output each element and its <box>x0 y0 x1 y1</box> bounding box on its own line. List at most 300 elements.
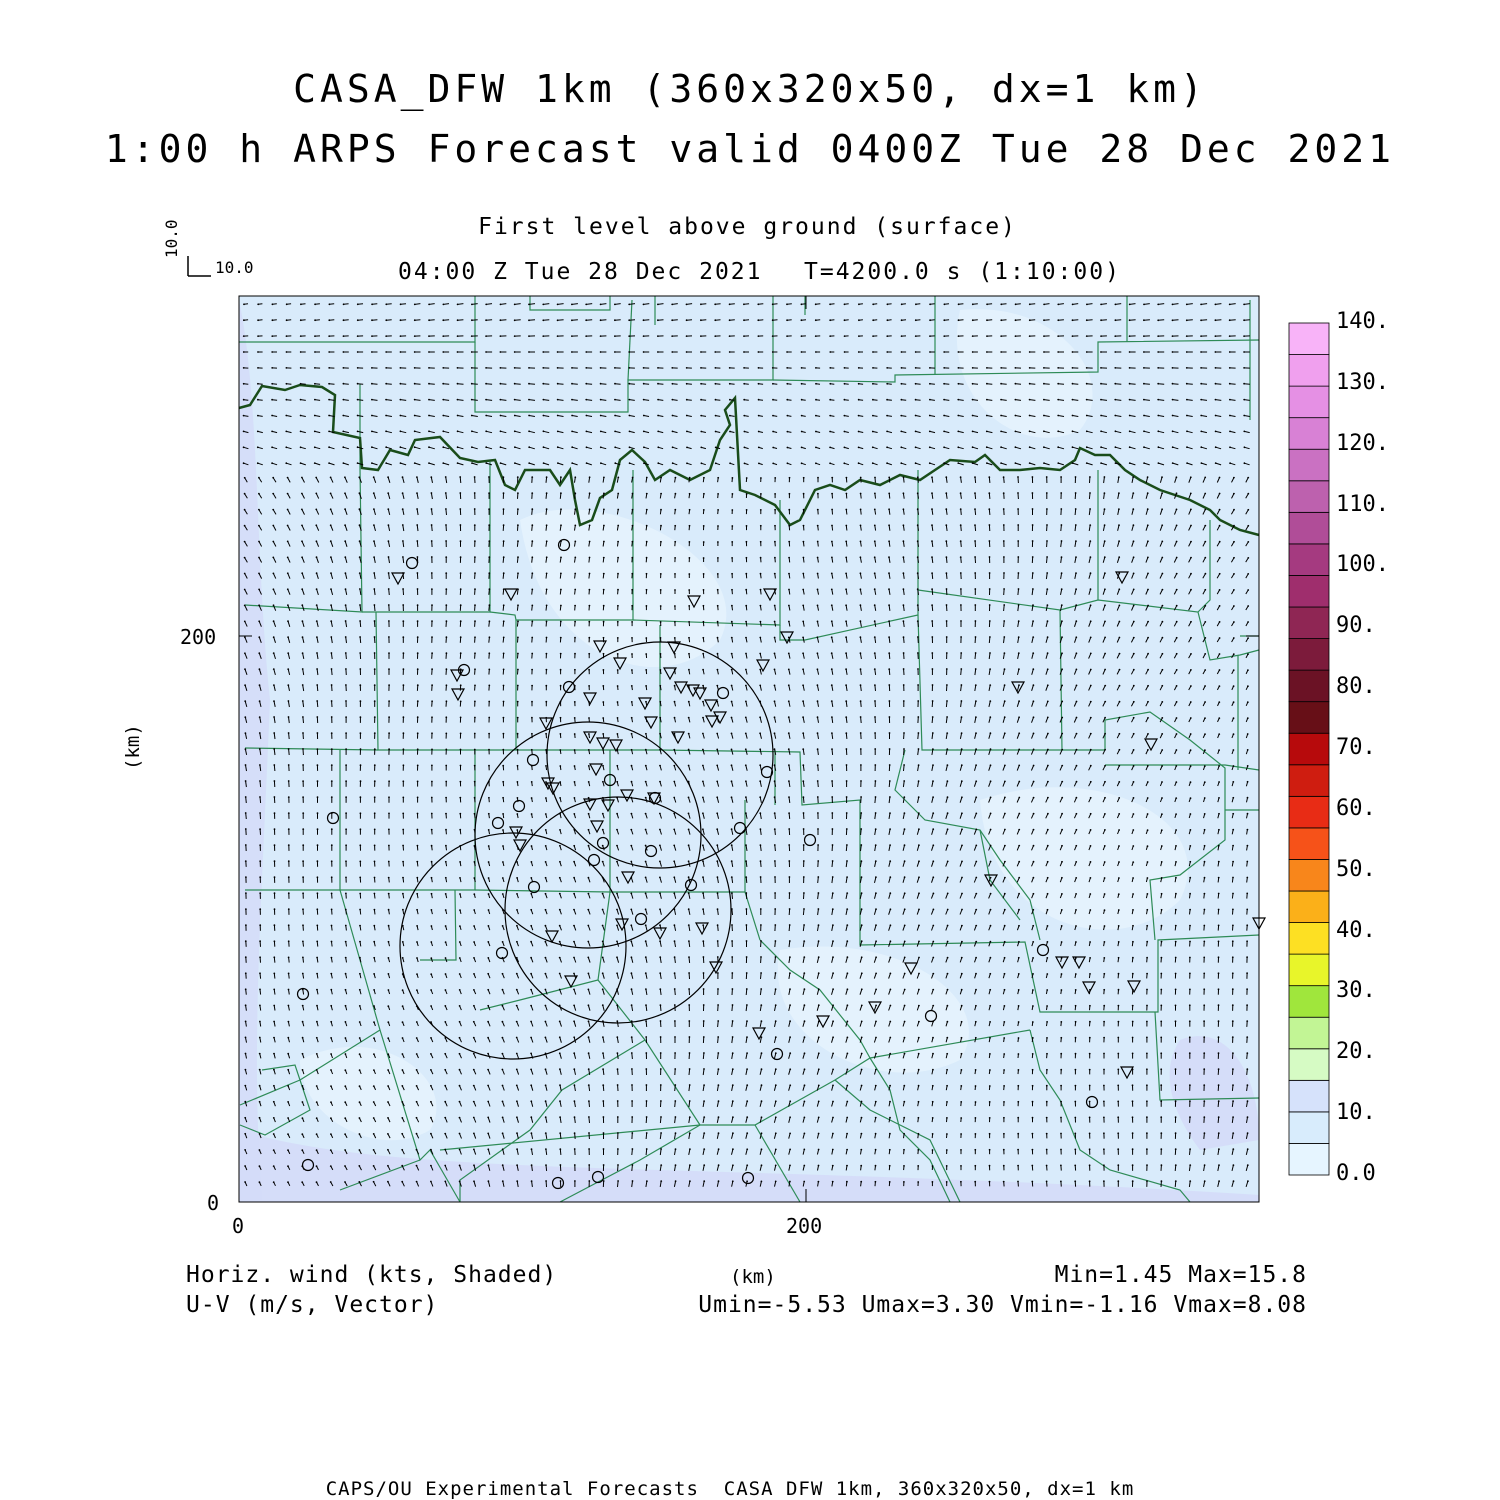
wind-vector-head <box>1176 669 1178 671</box>
wind-vector-head <box>803 525 805 527</box>
wind-vector-head <box>417 781 419 783</box>
wind-vector-head <box>546 540 548 542</box>
wind-vector-head <box>875 828 877 830</box>
wind-vector-head <box>889 732 891 734</box>
wind-vector-head <box>872 415 874 417</box>
wind-vector-head <box>1075 476 1077 478</box>
wind-vector-head <box>1114 383 1116 385</box>
wind-vector-head <box>614 319 616 321</box>
wind-vector-head <box>802 637 804 639</box>
wind-vector-head <box>889 796 891 798</box>
wind-vector-head <box>1147 589 1149 591</box>
wind-vector-head <box>445 749 447 751</box>
wind-vector-head <box>1072 351 1074 353</box>
wind-vector-head <box>374 780 376 782</box>
wind-vector-head <box>686 304 688 306</box>
wind-vector-head <box>731 764 733 766</box>
wind-vector-head <box>802 589 804 591</box>
wind-vector-head <box>1133 749 1135 751</box>
wind-vector-head <box>1075 492 1077 494</box>
wind-vector-head <box>488 652 490 654</box>
wind-vector <box>975 653 976 659</box>
wind-vector-head <box>314 415 316 417</box>
wind-vector-head <box>1133 524 1135 526</box>
wind-vector-head <box>802 573 804 575</box>
wind-vector-head <box>1018 813 1020 815</box>
wind-vector-head <box>1061 556 1063 558</box>
wind-vector-head <box>958 351 960 353</box>
wind-vector-head <box>258 652 260 654</box>
wind-vector-head <box>428 335 430 337</box>
wind-vector-head <box>528 446 530 448</box>
wind-vector-head <box>1143 319 1145 321</box>
wind-vector-head <box>815 447 817 449</box>
wind-vector-head <box>502 749 504 751</box>
wind-vector-head <box>1000 367 1002 369</box>
wind-vector-head <box>1247 621 1249 623</box>
wind-vector-head <box>672 415 674 417</box>
wind-vector-head <box>545 829 547 831</box>
wind-vector-head <box>831 525 833 527</box>
wind-vector-head <box>1104 813 1106 815</box>
wind-vector-head <box>273 573 275 575</box>
wind-vector-head <box>874 588 876 590</box>
wind-vector-head <box>1147 733 1149 735</box>
wind-vector-head <box>1090 781 1092 783</box>
wind-vector-head <box>717 605 719 607</box>
ref-vector-label-x: 10.0 <box>215 258 254 277</box>
wind-vector-head <box>1200 319 1202 321</box>
wind-vector-head <box>788 653 790 655</box>
wind-vector-head <box>1247 541 1249 543</box>
wind-vector-head <box>474 668 476 670</box>
wind-vector-head <box>617 525 619 527</box>
wind-vector-head <box>417 572 419 574</box>
wind-vector-head <box>414 304 416 306</box>
wind-vector-head <box>888 540 890 542</box>
wind-vector-head <box>517 701 519 703</box>
wind-vector-head <box>888 636 890 638</box>
wind-vector-head <box>359 636 361 638</box>
wind-vector-head <box>602 733 604 735</box>
wind-vector-head <box>1204 813 1206 815</box>
wind-vector-head <box>1233 541 1235 543</box>
wind-vector-head <box>646 477 648 479</box>
wind-vector-head <box>645 733 647 735</box>
wind-vector-head <box>1017 540 1019 542</box>
wind-vector-head <box>1162 653 1164 655</box>
wind-vector-head <box>1104 781 1106 783</box>
wind-vector-head <box>287 636 289 638</box>
wind-vector-head <box>1104 588 1106 590</box>
wind-vector-head <box>645 829 647 831</box>
wind-vector-head <box>1229 304 1231 306</box>
wind-vector-head <box>929 335 931 337</box>
wind-vector-head <box>929 415 931 417</box>
wind-vector-head <box>631 557 633 559</box>
wind-vector-head <box>960 476 962 478</box>
wind-vector-head <box>357 431 359 433</box>
wind-vector-head <box>803 557 805 559</box>
wind-vector-head <box>244 557 246 559</box>
wind-vector-head <box>915 303 917 305</box>
wind-vector-head <box>471 446 473 448</box>
wind-vector-head <box>917 476 919 478</box>
wind-vector-head <box>1147 813 1149 815</box>
wind-vector-head <box>629 462 631 464</box>
wind-vector-head <box>1247 509 1249 511</box>
wind-vector-head <box>271 446 273 448</box>
wind-vector-head <box>1061 717 1063 719</box>
wind-vector-head <box>374 636 376 638</box>
wind-vector-head <box>531 749 533 751</box>
wind-vector-head <box>1072 462 1074 464</box>
wind-vector-head <box>457 304 459 306</box>
wind-vector-head <box>1115 319 1117 321</box>
wind-vector-head <box>774 748 776 750</box>
wind-vector-head <box>1129 367 1131 369</box>
wind-vector-head <box>443 304 445 306</box>
wind-vector-head <box>489 636 491 638</box>
wind-vector-head <box>445 829 447 831</box>
wind-vector-head <box>503 669 505 671</box>
wind-vector-head <box>474 620 476 622</box>
wind-vector-head <box>1161 541 1163 543</box>
wind-vector <box>515 320 521 321</box>
wind-vector-head <box>288 732 290 734</box>
wind-vector-head <box>1218 733 1220 735</box>
wind-vector-head <box>245 796 247 798</box>
wind-vector-head <box>1176 717 1178 719</box>
wind-vector <box>446 509 447 515</box>
wind-vector-head <box>1000 383 1002 385</box>
wind-vector-head <box>360 780 362 782</box>
wind-vector-head <box>1243 319 1245 321</box>
wind-vector-head <box>903 780 905 782</box>
wind-vector-head <box>1003 524 1005 526</box>
wind-vector-head <box>414 367 416 369</box>
wind-vector-head <box>1043 304 1045 306</box>
wind-vector-head <box>600 335 602 337</box>
wind-vector-head <box>1072 367 1074 369</box>
wind-vector <box>246 813 247 819</box>
wind-vector-head <box>445 508 447 510</box>
wind-vector-head <box>417 556 419 558</box>
wind-vector-head <box>428 415 430 417</box>
wind-vector <box>458 384 464 385</box>
wind-vector-head <box>888 477 890 479</box>
wind-vector-head <box>316 620 318 622</box>
wind-vector-head <box>258 557 260 559</box>
wind-vector-head <box>817 716 819 718</box>
wind-vector-head <box>287 493 289 495</box>
wind-vector-head <box>1176 749 1178 751</box>
wind-vector-head <box>860 764 862 766</box>
wind-vector-head <box>702 717 704 719</box>
wind-vector-head <box>643 383 645 385</box>
wind-vector-head <box>1090 845 1092 847</box>
wind-vector-head <box>274 860 276 862</box>
wind-vector-head <box>315 493 317 495</box>
wind-vector-head <box>674 525 676 527</box>
wind-vector-head <box>445 716 447 718</box>
wind-vector-head <box>689 557 691 559</box>
wind-vector-head <box>328 351 330 353</box>
wind-vector-head <box>829 303 831 305</box>
wind-vector-head <box>1047 717 1049 719</box>
wind-vector-head <box>845 525 847 527</box>
wind-vector-head <box>243 431 245 433</box>
wind-vector-head <box>373 572 375 574</box>
wind-vector-head <box>500 415 502 417</box>
wind-vector-head <box>1061 765 1063 767</box>
wind-vector-head <box>600 383 602 385</box>
wind-vector-head <box>1004 813 1006 815</box>
wind-vector-head <box>1247 557 1249 559</box>
wind-vector-head <box>846 748 848 750</box>
wind-vector-head <box>844 367 846 369</box>
wind-vector-head <box>617 733 619 735</box>
wind-vector <box>460 477 461 483</box>
wind-vector-head <box>817 525 819 527</box>
wind-vector-head <box>301 604 303 606</box>
wind-vector-head <box>986 399 988 401</box>
wind-vector-head <box>446 620 448 622</box>
wind-vector-head <box>428 383 430 385</box>
wind-vector-head <box>802 716 804 718</box>
wind-vector-head <box>271 335 273 337</box>
wind-vector-head <box>345 732 347 734</box>
wind-vector-head <box>1104 653 1106 655</box>
wind-vector-head <box>388 652 390 654</box>
wind-vector-head <box>1215 304 1217 306</box>
wind-vector-head <box>500 304 502 306</box>
wind-vector-head <box>631 701 633 703</box>
wind-vector-head <box>345 844 347 846</box>
wind-vector-head <box>1076 701 1078 703</box>
wind-vector-head <box>772 319 774 321</box>
wind-vector <box>1158 320 1164 321</box>
wind-vector-head <box>400 399 402 401</box>
wind-vector-head <box>960 636 962 638</box>
wind-vector-head <box>245 828 247 830</box>
wind-vector-head <box>943 399 945 401</box>
wind-vector-head <box>500 367 502 369</box>
wind-vector-head <box>589 492 591 494</box>
wind-vector-head <box>272 303 274 305</box>
wind-vector-head <box>344 476 346 478</box>
wind-vector-head <box>1032 572 1034 574</box>
wind-vector-head <box>585 335 587 337</box>
wind-vector-head <box>975 684 977 686</box>
wind-vector-head <box>657 319 659 321</box>
wind-vector-head <box>273 620 275 622</box>
wind-vector-head <box>1072 415 1074 417</box>
wind-vector-head <box>543 462 545 464</box>
wind-vector-head <box>657 383 659 385</box>
wind-vector-head <box>1147 669 1149 671</box>
wind-vector-head <box>660 589 662 591</box>
wind-vector-head <box>1161 685 1163 687</box>
wind-vector-head <box>931 636 933 638</box>
wind-vector-head <box>1133 653 1135 655</box>
wind-vector-head <box>328 415 330 417</box>
wind-vector <box>1158 384 1164 385</box>
wind-vector-head <box>659 829 661 831</box>
wind-vector-head <box>1219 493 1221 495</box>
wind-vector-head <box>1118 765 1120 767</box>
wind-vector-head <box>943 367 945 369</box>
wind-vector-head <box>1000 303 1002 305</box>
wind-vector-head <box>1233 525 1235 527</box>
wind-vector-head <box>614 367 616 369</box>
wind-vector-head <box>301 525 303 527</box>
wind-vector <box>360 637 361 643</box>
wind-vector-head <box>428 304 430 306</box>
wind-vector-head <box>657 462 659 464</box>
wind-vector-head <box>257 462 259 464</box>
wind-vector-head <box>1219 525 1221 527</box>
wind-vector-head <box>402 492 404 494</box>
wind-vector-head <box>701 462 703 464</box>
wind-vector-head <box>729 303 731 305</box>
wind-vector-head <box>388 780 390 782</box>
wind-vector-head <box>760 525 762 527</box>
wind-vector-head <box>889 748 891 750</box>
wind-vector-head <box>703 621 705 623</box>
wind-vector-head <box>457 415 459 417</box>
wind-vector-head <box>1119 605 1121 607</box>
wind-vector-head <box>831 636 833 638</box>
wind-vector-head <box>614 335 616 337</box>
wind-vector-head <box>1204 829 1206 831</box>
wind-vector-head <box>1090 669 1092 671</box>
wind-vector-head <box>315 509 317 511</box>
wind-vector-head <box>986 335 988 337</box>
wind-vector-head <box>1029 415 1031 417</box>
wind-vector-head <box>445 524 447 526</box>
wind-vector-head <box>1072 319 1074 321</box>
wind-vector-head <box>702 797 704 799</box>
wind-vector-head <box>888 508 890 510</box>
wind-vector-head <box>1104 476 1106 478</box>
wind-vector-head <box>674 605 676 607</box>
wind-vector-head <box>946 636 948 638</box>
wind-vector-head <box>1118 540 1120 542</box>
wind-vector-head <box>1233 653 1235 655</box>
wind-vector-head <box>961 748 963 750</box>
wind-vector-head <box>1161 765 1163 767</box>
wind-vector-head <box>875 780 877 782</box>
wind-vector-head <box>1215 415 1217 417</box>
wind-vector-head <box>961 828 963 830</box>
wind-vector-head <box>388 716 390 718</box>
wind-vector-head <box>888 652 890 654</box>
wind-vector-head <box>574 605 576 607</box>
wind-vector-head <box>1247 781 1249 783</box>
wind-vector-head <box>385 351 387 353</box>
wind-vector-head <box>1061 668 1063 670</box>
wind-vector-head <box>760 477 762 479</box>
wind-vector-head <box>929 303 931 305</box>
wind-vector-head <box>1172 462 1174 464</box>
wind-vector-head <box>1072 383 1074 385</box>
wind-vector-head <box>831 780 833 782</box>
wind-vector-head <box>1158 462 1160 464</box>
wind-vector-head <box>1232 797 1234 799</box>
wind-vector-head <box>1172 430 1174 432</box>
wind-vector-head <box>802 732 804 734</box>
wind-vector-head <box>888 668 890 670</box>
wind-vector-head <box>1204 765 1206 767</box>
wind-vector-head <box>772 431 774 433</box>
wind-vector-head <box>860 796 862 798</box>
wind-vector-head <box>1233 685 1235 687</box>
wind-vector-head <box>603 573 605 575</box>
wind-vector-head <box>517 540 519 542</box>
wind-vector-head <box>743 399 745 401</box>
wind-vector-head <box>990 732 992 734</box>
wind-vector-head <box>675 493 677 495</box>
wind-vector-head <box>403 732 405 734</box>
wind-vector-head <box>643 431 645 433</box>
wind-vector-head <box>1047 829 1049 831</box>
wind-vector-head <box>1176 492 1178 494</box>
wind-vector-head <box>287 557 289 559</box>
wind-vector-head <box>258 620 260 622</box>
wind-vector-head <box>1104 733 1106 735</box>
wind-vector-head <box>474 524 476 526</box>
wind-vector-head <box>945 540 947 542</box>
wind-vector-head <box>901 351 903 353</box>
wind-vector-head <box>832 828 834 830</box>
wind-vector-head <box>1032 540 1034 542</box>
wind-vector-head <box>388 604 390 606</box>
wind-vector-head <box>557 399 559 401</box>
wind-vector-head <box>915 335 917 337</box>
wind-vector-head <box>975 732 977 734</box>
wind-vector-head <box>787 462 789 464</box>
wind-vector-head <box>932 748 934 750</box>
wind-vector-head <box>845 509 847 511</box>
wind-vector-head <box>344 492 346 494</box>
wind-vector-head <box>400 430 402 432</box>
wind-vector-head <box>1114 415 1116 417</box>
wind-vector-head <box>1190 781 1192 783</box>
wind-vector-head <box>643 304 645 306</box>
wind-vector-head <box>542 335 544 337</box>
wind-vector <box>332 669 333 675</box>
wind-vector-head <box>689 525 691 527</box>
wind-vector-head <box>961 845 963 847</box>
wind-vector-head <box>1218 765 1220 767</box>
wind-vector-head <box>1175 797 1177 799</box>
wind-vector-head <box>631 589 633 591</box>
wind-vector-head <box>316 652 318 654</box>
wind-vector-head <box>402 813 404 815</box>
wind-vector-head <box>1090 749 1092 751</box>
wind-vector-head <box>760 844 762 846</box>
wind-vector-head <box>846 828 848 830</box>
wind-vector-head <box>717 589 719 591</box>
wind-vector-head <box>1018 652 1020 654</box>
wind-vector-head <box>345 572 347 574</box>
wind-vector-head <box>1186 462 1188 464</box>
wind-vector-head <box>1190 813 1192 815</box>
wind-vector-head <box>1129 415 1131 417</box>
wind-vector-head <box>300 319 302 321</box>
wind-vector-head <box>817 573 819 575</box>
